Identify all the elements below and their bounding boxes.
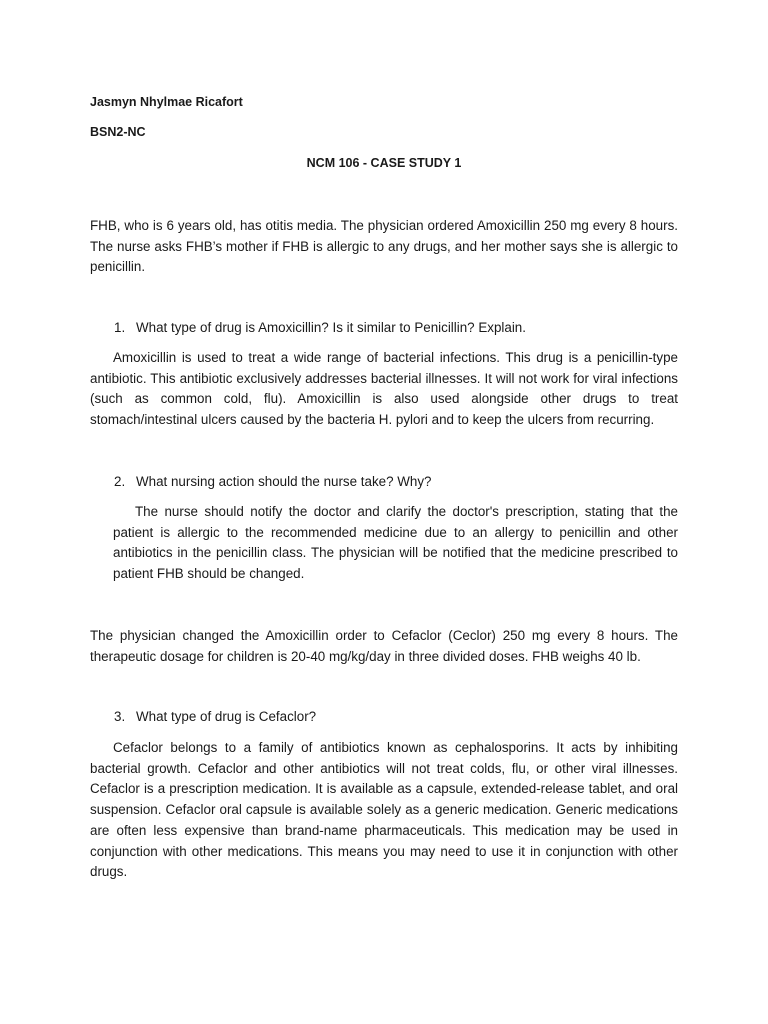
question-2 — [114, 472, 432, 493]
question-3-number: 3. — [114, 709, 126, 724]
question-1-text: What type of drug is Amoxicillin? Is it similar to Penicillin? Explain. — [136, 320, 526, 335]
case-intro-paragraph: FHB, who is 6 years old, has otitis media. The physician ordered Amoxicillin 250 mg every 8 hours. The nurse asks FHB’s mother if FHB is allergic to any drugs, and her mother says she is allergic to penicillin. — [90, 218, 678, 275]
question-3 — [114, 707, 316, 728]
answer-3-paragraph: Cefaclor belongs to a family of antibiotics known as cephalosporins. It acts by inhibiting bacterial growth. Cefaclor and other antibiotics will not treat colds, flu, or other viral illnesses. Cefaclor is a prescription medication. It is available as a capsule, extended-release tablet, and oral suspension. Cefaclor oral capsule is available solely as a generic medication. Generic medications are often less expensive than brand-name pharmaceuticals. This medication may be used in conjunction with other medications. This means you may need to use it in conjunction with other drugs. — [90, 740, 678, 880]
question-2-number: 2. — [114, 474, 126, 489]
answer-1-paragraph: Amoxicillin is used to treat a wide range of bacterial infections. This drug is a penicillin-type antibiotic. This antibiotic exclusively addresses bacterial illnesses. It will not work for viral infections (such as common cold, flu). Amoxicillin is also used alongside other drugs to treat stomach/intestinal ulcers caused by the bacteria H. pylori and to keep the ulcers from recurring. — [90, 350, 678, 428]
student-name: Jasmyn Nhylmae Ricafort — [90, 95, 243, 109]
student-section: BSN2-NC — [90, 125, 146, 139]
document-title: NCM 106 - CASE STUDY 1 — [306, 156, 462, 170]
question-1 — [114, 318, 526, 339]
case-update-paragraph: The physician changed the Amoxicillin order to Cefaclor (Ceclor) 250 mg every 8 hours. The therapeutic dosage for children is 20-40 mg/kg/day in three divided doses. FHB weighs 40 lb. — [90, 628, 678, 664]
question-2-text: What nursing action should the nurse take? Why? — [136, 474, 432, 489]
question-1-number: 1. — [114, 320, 126, 335]
answer-2-paragraph: The nurse should notify the doctor and clarify the doctor's prescription, stating that the patient is allergic to the recommended medicine due to an allergy to penicillin and other antibiotics in the penicillin class. The physician will be notified that the medicine prescribed to patient FHB should be changed. — [113, 504, 678, 582]
question-3-text: What type of drug is Cefaclor? — [136, 709, 317, 724]
